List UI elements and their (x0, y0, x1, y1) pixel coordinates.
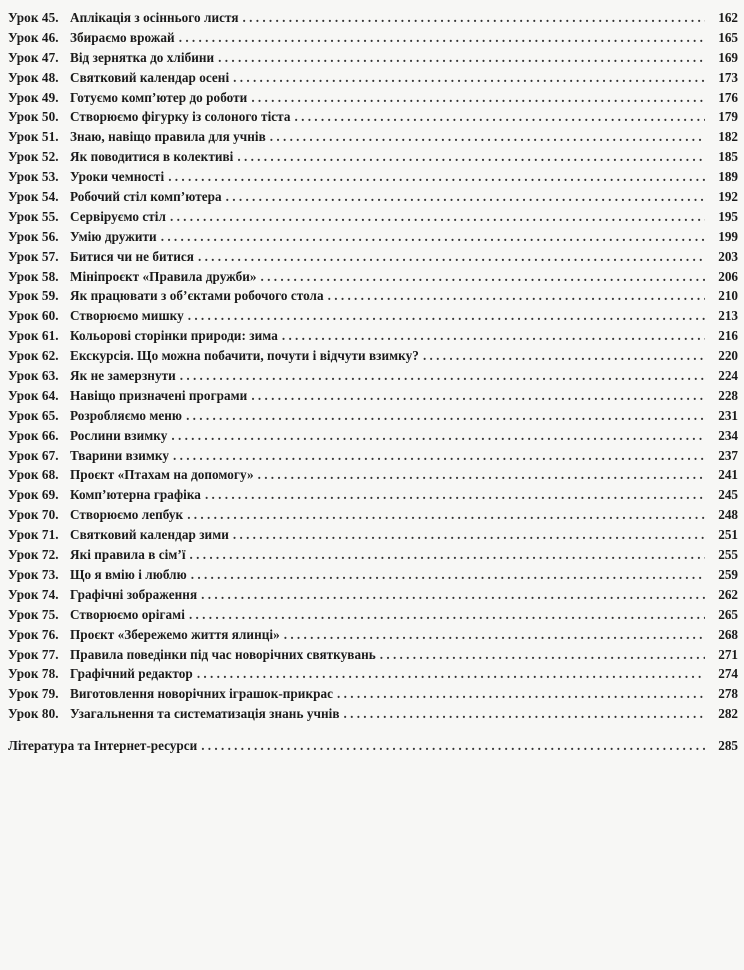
lesson-page-number: 245 (718, 487, 738, 503)
toc-entry (8, 585, 738, 605)
lesson-number: Урок 54. (8, 189, 59, 205)
lesson-page-number: 216 (718, 328, 738, 344)
lesson-title: Рослини взимку (70, 427, 168, 443)
dot-leader (261, 267, 705, 287)
lesson-page-number: 228 (718, 387, 738, 403)
lesson-title: Створюємо лепбук (70, 507, 184, 523)
lesson-page-number: 282 (718, 706, 738, 722)
lesson-title: Що я вмію і люблю (70, 566, 187, 582)
dot-leader (190, 545, 705, 565)
lesson-title: Навіщо призначені програми (70, 387, 248, 403)
dot-leader (191, 565, 705, 585)
lesson-page-number: 162 (718, 10, 738, 25)
lesson-title: Від зернятка до хлібини (70, 49, 215, 65)
lesson-number: Урок 48. (8, 69, 59, 85)
toc-entry (8, 286, 738, 306)
lesson-title: Як поводитися в колективі (70, 149, 234, 165)
dot-leader (201, 585, 705, 605)
dot-leader (328, 286, 705, 306)
lesson-page-number: 274 (718, 666, 738, 682)
toc-entry (8, 127, 738, 147)
lesson-number: Урок 53. (8, 169, 59, 185)
toc-entry (8, 267, 738, 287)
lesson-title: Розробляємо меню (70, 407, 183, 423)
lesson-title: Графічний редактор (70, 666, 193, 682)
lesson-page-number: 192 (718, 189, 738, 205)
toc-entry (8, 147, 738, 167)
lesson-page-number: 210 (718, 288, 738, 304)
lesson-number: Урок 66. (8, 427, 59, 443)
lesson-page-number: 182 (718, 129, 738, 145)
lesson-page-number: 268 (718, 626, 738, 642)
dot-leader (423, 346, 705, 366)
lesson-title: Екскурсія. Що можна побачити, почути і відчути взимку? (70, 348, 419, 364)
toc-entry (8, 187, 738, 207)
lesson-page-number: 213 (718, 308, 738, 324)
lesson-number: Урок 45. (8, 10, 59, 25)
lesson-page-number: 169 (718, 49, 738, 65)
lesson-page-number: 189 (718, 169, 738, 185)
lesson-title: Створюємо орігамі (70, 606, 185, 622)
toc-entry (8, 645, 738, 665)
lesson-title: Створюємо мишку (70, 308, 184, 324)
dot-leader (187, 505, 705, 525)
lesson-number: Урок 67. (8, 447, 59, 463)
lesson-number: Урок 60. (8, 308, 59, 324)
toc-entry (8, 545, 738, 565)
lesson-number: Урок 80. (8, 706, 59, 722)
dot-leader (201, 736, 705, 756)
lesson-number: Урок 49. (8, 89, 59, 105)
lesson-number: Урок 70. (8, 507, 59, 523)
toc-entry (8, 48, 738, 68)
lesson-title: Виготовлення новорічних іграшок-прикрас (70, 686, 334, 702)
lesson-title: Кольорові сторінки природи: зима (70, 328, 278, 344)
dot-leader (270, 127, 705, 147)
dot-leader (233, 525, 705, 545)
lesson-title: Робочий стіл комп’ютера (70, 189, 222, 205)
lesson-number: Урок 57. (8, 248, 59, 264)
dot-leader (188, 306, 705, 326)
lesson-title: Тварини взимку (70, 447, 169, 463)
lesson-title: Як не замерзнути (70, 368, 176, 384)
lesson-page-number: 251 (718, 527, 738, 543)
toc-entry (8, 346, 738, 366)
toc-entry (8, 625, 738, 645)
lesson-number: Урок 65. (8, 407, 59, 423)
dot-leader (173, 446, 705, 466)
lesson-number: Урок 71. (8, 527, 59, 543)
lesson-page-number: 176 (718, 89, 738, 105)
lesson-number: Урок 79. (8, 686, 59, 702)
lesson-title: Узагальнення та систематизація знань учнів (70, 706, 340, 722)
toc-entry (8, 565, 738, 585)
lesson-number: Урок 75. (8, 606, 59, 622)
lesson-number: Урок 46. (8, 29, 59, 45)
lesson-number: Урок 68. (8, 467, 59, 483)
dot-leader (243, 8, 705, 28)
dot-leader (189, 605, 705, 625)
lesson-title: Проєкт «Збережемо життя ялинці» (70, 626, 280, 642)
lesson-page-number: 234 (718, 427, 738, 443)
toc-entry (8, 366, 738, 386)
lesson-number: Урок 62. (8, 348, 59, 364)
lesson-page-number: 220 (718, 348, 738, 364)
toc-entry (8, 485, 738, 505)
lesson-page-number: 271 (718, 646, 738, 662)
toc-entry (8, 664, 738, 684)
lesson-title: Створюємо фігурку із солоного тіста (70, 109, 291, 125)
dot-leader (251, 88, 705, 108)
lesson-number: Урок 52. (8, 149, 59, 165)
lesson-page-number: 259 (718, 566, 738, 582)
dot-leader (197, 664, 705, 684)
dot-leader (295, 107, 705, 127)
lesson-title: Комп’ютерна графіка (70, 487, 201, 503)
lesson-page-number: 224 (718, 368, 738, 384)
lesson-number: Урок 73. (8, 566, 59, 582)
dot-leader (168, 167, 705, 187)
lesson-page-number: 237 (718, 447, 738, 463)
lesson-page-number: 248 (718, 507, 738, 523)
lesson-title: Готуємо комп’ютер до роботи (70, 89, 248, 105)
lesson-number: Урок 51. (8, 129, 59, 145)
lesson-number: Урок 78. (8, 666, 59, 682)
dot-leader (186, 406, 705, 426)
literature-page-number: 285 (718, 738, 738, 754)
dot-leader (171, 426, 705, 446)
toc-entry (8, 446, 738, 466)
dot-leader (179, 28, 705, 48)
lesson-title: Знаю, навіщо правила для учнів (70, 129, 266, 145)
lesson-number: Урок 59. (8, 288, 59, 304)
lesson-number: Урок 76. (8, 626, 59, 642)
toc-entry (8, 326, 738, 346)
dot-leader (233, 68, 705, 88)
lesson-title: Умію дружити (70, 228, 157, 244)
lesson-number: Урок 64. (8, 387, 59, 403)
lesson-page-number: 179 (718, 109, 738, 125)
toc-entry (8, 465, 738, 485)
dot-leader (180, 366, 705, 386)
toc-entry (8, 426, 738, 446)
lesson-number: Урок 74. (8, 586, 59, 602)
table-of-contents (8, 8, 738, 756)
lesson-title: Графічні зображення (70, 586, 198, 602)
dot-leader (205, 485, 705, 505)
lesson-title: Уроки чемності (70, 169, 165, 185)
toc-entry (8, 68, 738, 88)
toc-entry (8, 167, 738, 187)
lesson-title: Святковий календар зими (70, 527, 229, 543)
literature-title: Література та Інтернет-ресурси (8, 738, 198, 754)
toc-entry (8, 107, 738, 127)
lesson-number: Урок 50. (8, 109, 59, 125)
lesson-number: Урок 58. (8, 268, 59, 284)
toc-entry (8, 386, 738, 406)
lesson-title: Проєкт «Птахам на допомогу» (70, 467, 254, 483)
lesson-number: Урок 61. (8, 328, 59, 344)
dot-leader (161, 227, 705, 247)
lesson-number: Урок 77. (8, 646, 59, 662)
toc-entry (8, 505, 738, 525)
lesson-number: Урок 47. (8, 49, 59, 65)
toc-entry (8, 704, 738, 724)
lesson-title: Мініпроєкт «Правила дружби» (70, 268, 257, 284)
lesson-page-number: 173 (718, 69, 738, 85)
lesson-title: Правила поведінки під час новорічних святкувань (70, 646, 376, 662)
toc-entry (8, 28, 738, 48)
dot-leader (251, 386, 705, 406)
toc-entry (8, 525, 738, 545)
dot-leader (282, 326, 705, 346)
toc-entry (8, 8, 738, 28)
lesson-page-number: 265 (718, 606, 738, 622)
dot-leader (237, 147, 705, 167)
literature-entry (8, 736, 738, 756)
lesson-page-number: 206 (718, 268, 738, 284)
dot-leader (226, 187, 705, 207)
toc-entry (8, 247, 738, 267)
dot-leader (337, 684, 705, 704)
lesson-number: Урок 63. (8, 368, 59, 384)
lesson-page-number: 278 (718, 686, 738, 702)
lesson-number: Урок 69. (8, 487, 59, 503)
dot-leader (380, 645, 705, 665)
toc-entry (8, 684, 738, 704)
dot-leader (258, 465, 705, 485)
toc-entry (8, 306, 738, 326)
lesson-title: Як працювати з об’єктами робочого стола (70, 288, 324, 304)
lesson-page-number: 203 (718, 248, 738, 264)
toc-entry (8, 605, 738, 625)
toc-entry (8, 88, 738, 108)
toc-entries (8, 8, 738, 724)
lesson-page-number: 255 (718, 547, 738, 563)
dot-leader (284, 625, 705, 645)
lesson-page-number: 241 (718, 467, 738, 483)
lesson-title: Святковий календар осені (70, 69, 230, 85)
lesson-page-number: 199 (718, 228, 738, 244)
lesson-page-number: 195 (718, 208, 738, 224)
lesson-title: Збираємо врожай (70, 29, 175, 45)
lesson-number: Урок 56. (8, 228, 59, 244)
lesson-page-number: 165 (718, 29, 738, 45)
lesson-title: Битися чи не битися (70, 248, 194, 264)
lesson-page-number: 231 (718, 407, 738, 423)
lesson-number: Урок 72. (8, 547, 59, 563)
toc-entry (8, 207, 738, 227)
dot-leader (198, 247, 705, 267)
toc-entry (8, 227, 738, 247)
lesson-page-number: 262 (718, 586, 738, 602)
lesson-title: Аплікація з осіннього листя (70, 10, 239, 25)
dot-leader (344, 704, 706, 724)
lesson-title: Сервіруємо стіл (70, 208, 166, 224)
dot-leader (170, 207, 705, 227)
toc-entry (8, 406, 738, 426)
lesson-title: Які правила в сім’ї (70, 547, 186, 563)
lesson-number: Урок 55. (8, 208, 59, 224)
dot-leader (218, 48, 705, 68)
lesson-page-number: 185 (718, 149, 738, 165)
